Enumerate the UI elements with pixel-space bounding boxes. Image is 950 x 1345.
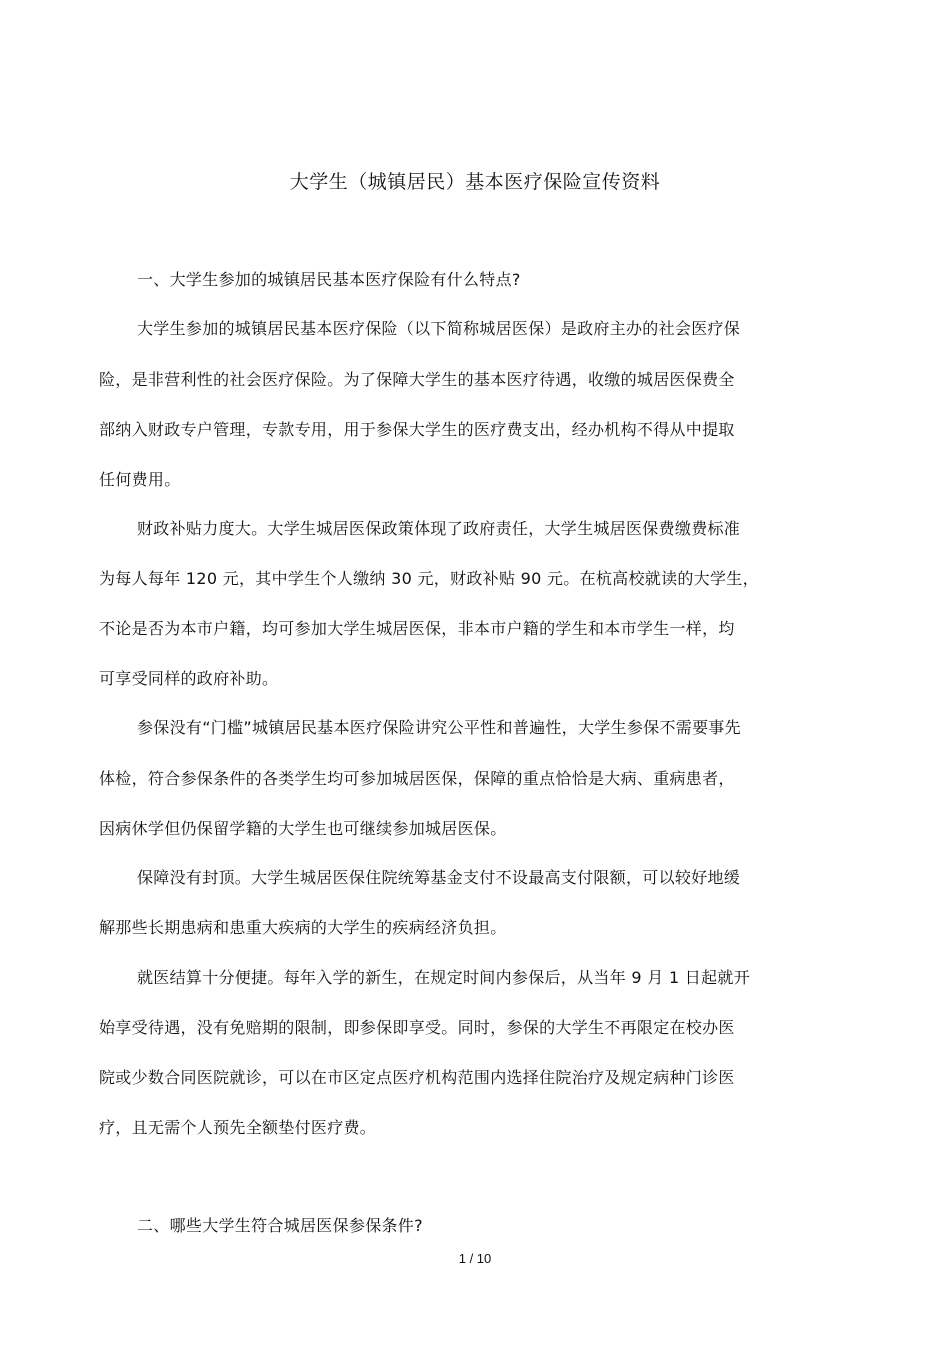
paragraph-line: 因病休学但仍保留学籍的大学生也可继续参加城居医保。 [99, 819, 507, 838]
paragraph-line: 财政补贴力度大。大学生城居医保政策体现了政府责任，大学生城居医保费缴费标准 [137, 519, 741, 538]
paragraph-line: 保障没有封顶。大学生城居医保住院统筹基金支付不设最高支付限额，可以较好地缓 [137, 868, 741, 887]
paragraph-line: 险，是非营利性的社会医疗保险。为了保障大学生的基本医疗待遇，收缴的城居医保费全 [99, 370, 735, 389]
paragraph-line: 不论是否为本市户籍，均可参加大学生城居医保，非本市户籍的学生和本市学生一样，均 [99, 619, 735, 638]
section-heading-1: 一、大学生参加的城镇居民基本医疗保险有什么特点? [137, 270, 521, 289]
paragraph-line: 可享受同样的政府补助。 [99, 669, 279, 688]
paragraph-line: 院或少数合同医院就诊，可以在市区定点医疗机构范围内选择住院治疗及规定病种门诊医 [99, 1068, 735, 1087]
paragraph-line: 疗，且无需个人预先全额垫付医疗费。 [99, 1118, 377, 1137]
document-title: 大学生（城镇居民）基本医疗保险宣传资料 [289, 171, 661, 193]
paragraph-line: 体检，符合参保条件的各类学生均可参加城居医保，保障的重点恰恰是大病、重病患者， [99, 769, 735, 788]
page-number: 1 / 10 [458, 1251, 492, 1266]
paragraph-line: 大学生参加的城镇居民基本医疗保险（以下简称城居医保）是政府主办的社会医疗保 [137, 319, 741, 338]
paragraph-line: 就医结算十分便捷。每年入学的新生，在规定时间内参保后，从当年 9 月 1 日起就开 [137, 968, 751, 987]
paragraph-line: 任何费用。 [99, 470, 181, 489]
paragraph-line: 解那些长期患病和患重大疾病的大学生的疾病经济负担。 [99, 918, 507, 937]
paragraph-line: 始享受待遇，没有免赔期的限制，即参保即享受。同时，参保的大学生不再限定在校办医 [99, 1018, 735, 1037]
paragraph-line: 参保没有“门槛”城镇居民基本医疗保险讲究公平性和普遍性，大学生参保不需要事先 [137, 718, 741, 737]
paragraph-line: 部纳入财政专户管理，专款专用，用于参保大学生的医疗费支出，经办机构不得从中提取 [99, 420, 735, 439]
paragraph-line: 为每人每年 120 元，其中学生个人缴纳 30 元，财政补贴 90 元。在杭高校就读的大学生， [99, 569, 759, 588]
section-heading-2: 二、哪些大学生符合城居医保参保条件? [137, 1216, 423, 1235]
